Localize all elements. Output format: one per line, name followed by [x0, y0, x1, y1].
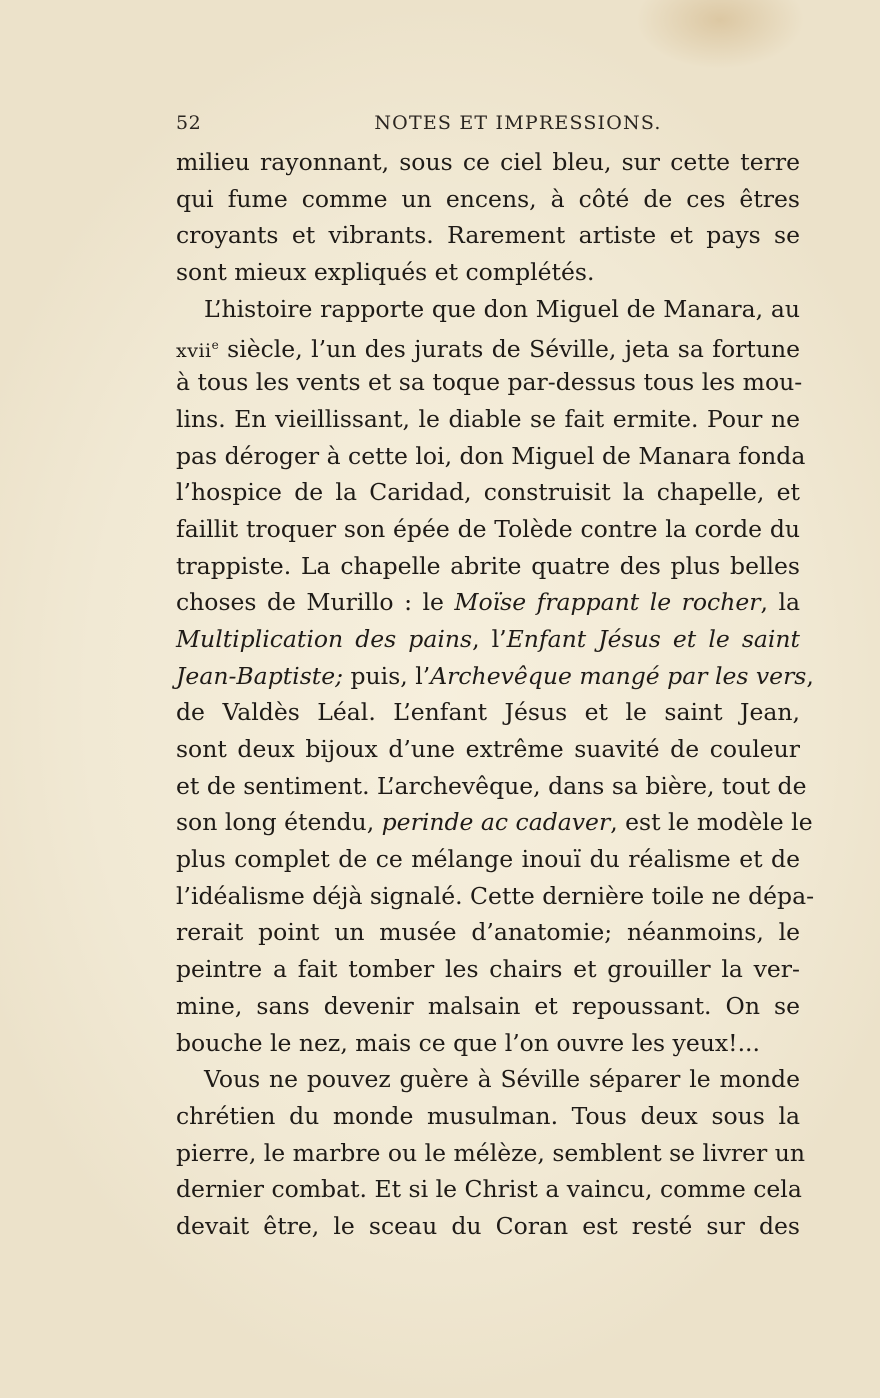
text-line: [176, 731, 800, 768]
text-segment: , est le modèle le: [610, 808, 813, 837]
text-line: [176, 511, 800, 548]
text-line: [176, 1061, 800, 1098]
text-segment: ,: [806, 661, 814, 690]
text-segment: e: [211, 338, 219, 353]
text-line: [176, 548, 800, 585]
text-segment: et de sentiment. L’archevêque, dans sa bière, tout de: [176, 771, 807, 800]
text-line: [176, 658, 814, 695]
text-line: [176, 841, 800, 878]
text-segment: pierre, le marbre ou le mélèze, semblent se livrer un: [176, 1138, 805, 1167]
text-segment: qui fume comme un encens, à côté de ces êtres: [176, 184, 800, 213]
text-segment: à tous les vents et sa toque par-dessus tous les mou-: [176, 368, 803, 397]
text-line: [176, 694, 800, 731]
text-line: [176, 1025, 800, 1062]
text-segment: Vous ne pouvez guère à Séville séparer le monde: [204, 1065, 800, 1094]
text-segment: siècle, l’un des jurats de Séville, jeta sa fortune: [218, 335, 800, 364]
text-line: [176, 1098, 800, 1135]
body-text: [176, 144, 815, 1245]
text-segment: lins. En vieillissant, le diable se fait ermite. Pour ne: [176, 404, 800, 433]
text-segment: de Valdès Léal. L’enfant Jésus et le saint Jean,: [176, 698, 800, 727]
text-line: [176, 1171, 800, 1208]
italic-text: Archevêque mangé par les vers: [430, 661, 807, 690]
text-segment: , l’: [472, 624, 507, 653]
text-line: [176, 254, 800, 291]
text-segment: puis, l’: [343, 661, 431, 690]
italic-text: Enfant Jésus et le saint: [506, 624, 800, 653]
text-segment: choses de Murillo : le: [176, 588, 455, 617]
text-line: [176, 438, 806, 475]
page-number: 52: [176, 112, 202, 134]
text-segment: devait être, le sceau du Coran est resté sur des: [176, 1211, 800, 1240]
text-segment: plus complet de ce mélange inouï du réalisme et de: [176, 845, 800, 874]
text-line: [176, 584, 800, 621]
italic-text: Multiplication des pains: [176, 624, 473, 653]
text-segment: sont mieux expliqués et complétés.: [176, 258, 595, 287]
text-line: [176, 291, 800, 328]
italic-text: Jean-Baptiste;: [176, 661, 344, 690]
text-line: [176, 474, 800, 511]
text-line: [176, 181, 800, 218]
text-segment: bouche le nez, mais ce que l’on ouvre les yeux!...: [176, 1028, 760, 1057]
text-line: [176, 621, 800, 658]
text-segment: L’histoire rapporte que don Miguel de Manara, au: [204, 294, 800, 323]
text-line: [176, 1135, 805, 1172]
text-line: [176, 144, 800, 181]
text-segment: son long étendu,: [176, 808, 382, 837]
text-segment: trappiste. La chapelle abrite quatre des plus belles: [176, 551, 800, 580]
text-segment: pas déroger à cette loi, don Miguel de Manara fonda: [176, 441, 806, 470]
text-segment: mine, sans devenir malsain et repoussant. On se: [176, 991, 800, 1020]
text-segment: milieu rayonnant, sous ce ciel bleu, sur cette terre: [176, 148, 800, 176]
text-line: [176, 217, 800, 254]
italic-text: Moïse frappant le rocher: [454, 588, 761, 617]
text-segment: rerait point un musée d’anatomie; néanmoins, le: [176, 918, 800, 947]
text-segment: xvii: [176, 340, 212, 363]
text-segment: , la: [760, 588, 801, 617]
text-line: [176, 401, 800, 438]
text-segment: croyants et vibrants. Rarement artiste et pays se: [176, 221, 800, 250]
text-line: [176, 1208, 800, 1245]
text-segment: l’idéalisme déjà signalé. Cette dernière toile ne dépa-: [176, 881, 815, 910]
text-segment: l’hospice de la Caridad, construisit la chapelle, et: [176, 478, 800, 507]
text-line: [176, 878, 815, 915]
running-head: [176, 112, 800, 142]
italic-text: perinde ac cadaver: [381, 808, 611, 837]
text-segment: peintre a fait tomber les chairs et grouiller la ver-: [176, 955, 800, 984]
text-segment: faillit troquer son épée de Tolède contre la corde du: [176, 514, 800, 543]
text-line: [176, 804, 813, 841]
text-line: [176, 951, 800, 988]
text-line: [176, 768, 807, 805]
text-line: [176, 364, 803, 401]
text-line: [176, 988, 800, 1025]
running-title: NOTES ET IMPRESSIONS.: [374, 112, 662, 134]
text-segment: chrétien du monde musulman. Tous deux sous la: [176, 1101, 800, 1130]
text-line: [176, 327, 800, 364]
text-segment: dernier combat. Et si le Christ a vaincu, comme cela: [176, 1175, 802, 1204]
text-line: [176, 914, 800, 951]
text-segment: sont deux bijoux d’une extrême suavité de couleur: [176, 735, 800, 763]
